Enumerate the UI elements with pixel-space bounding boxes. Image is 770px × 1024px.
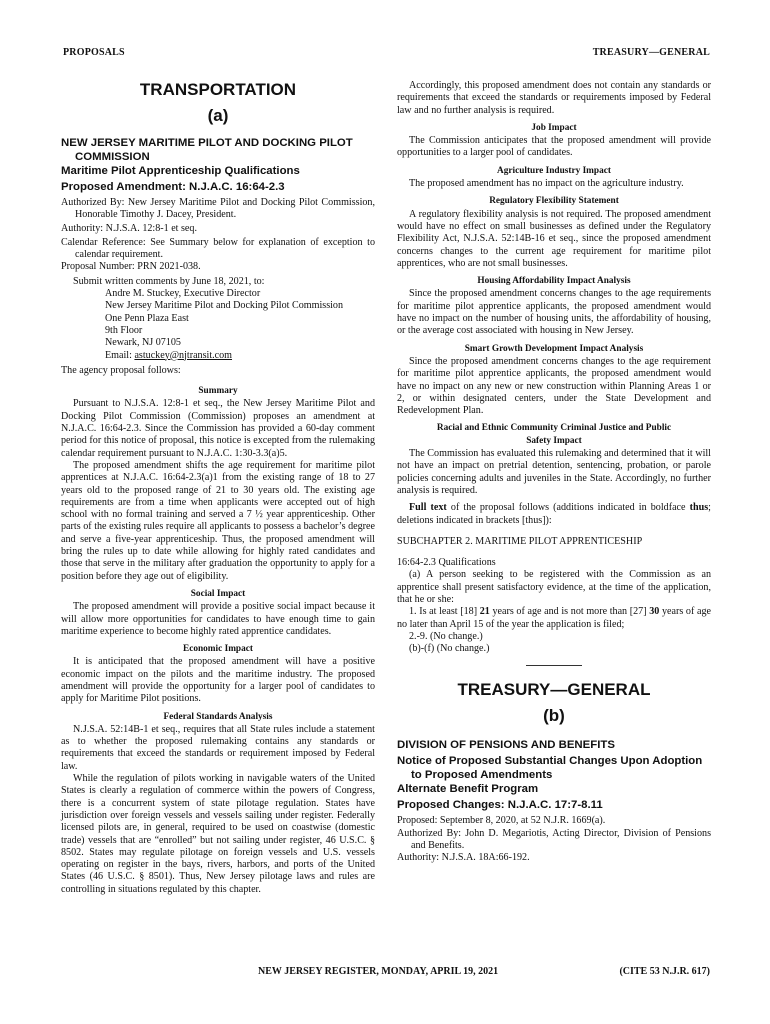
subchapter-heading: SUBCHAPTER 2. MARITIME PILOT APPRENTICESHIP: [397, 535, 643, 547]
note-text: of the proposal follows (additions indicated in boldface: [446, 502, 690, 514]
paragraph: While the regulation of pilots working in navigable waters of the United States is clearly a regulation of commerce within the powers of Congress, there is a concurrent system of state pilotage regulation. States have jurisdiction over foreign vessels and vessels sailing under register. Federally licensed pilots are, in general, required to be used on coastwise (domestic trade) vessels that are “enrolled” but not sailing under register, 46 U.S.C. § 8502. States may regulate pilotage on foreign vessels and U.S. vessels operating on register in the bays, rivers, harbors, and ports of the United States (46 U.S.C. § 8501). Thus, New Jersey pilotage laws and rules are controlling in situations regulated by this chapter.: [61, 773, 375, 895]
rule-text-part: years of age no later than April 15 of the year the application is filed;: [397, 606, 711, 630]
proposed-date: Proposed: September 8, 2020, at 52 N.J.R. 1669(a).: [397, 815, 606, 827]
calendar-reference: Calendar Reference: See Summary below for explanation of exception to calendar requirement.: [61, 236, 375, 261]
notice-title: Notice of Proposed Substantial Changes Upon Adoption to Proposed Amendments: [397, 755, 703, 782]
proposal-number: Proposal Number: PRN 2021-038.: [61, 261, 201, 273]
authorized-by: Authorized By: John D. Megariotis, Acting Director, Division of Pensions and Benefits.: [397, 827, 711, 852]
rule-text-part: years of age and is not more than [27]: [489, 606, 650, 618]
paragraph: Pursuant to N.J.S.A. 12:8-1 et seq., the New Jersey Maritime Pilot and Docking Pilot Commission (Commission) proposes an amendment at N.J.A.C. 16:64-2.3. Since the Commission has provided a 60-day comment period for this notice of proposal, this notice is excepted from the rulemaking calendar requirement pursuant to N.J.A.C. 1:30-3.3(a)5.: [61, 398, 375, 459]
section-heading: Summary: [198, 386, 238, 397]
paragraph: Since the proposed amendment concerns changes to the age requirement for maritime pilot apprentice applicants, the proposed amendment would have no impact on any new or new construction within Planning Areas 1 or 2, or within designated centers, under the State Development and Redevelopment Plan.: [397, 355, 711, 417]
addition: 21: [479, 606, 490, 618]
running-header-left: PROPOSALS: [63, 47, 125, 58]
paragraph: Since the proposed amendment concerns changes to the age requirements for maritime pilot apprentice applicants, the proposed amendment would have no impact on the number of housing units, the affordability of housing, or the average cost associated with housing in New Jersey.: [397, 288, 711, 337]
agency-title: TRANSPORTATION: [139, 80, 297, 99]
agency-title: TREASURY—GENERAL: [457, 680, 651, 700]
address-line: One Penn Plaza East: [105, 312, 189, 324]
submit-instructions: Submit written comments by June 18, 2021, to:: [73, 275, 265, 287]
paragraph: The Commission has evaluated this rulemaking and determined that it will not have an impact on pretrial detention, sentencing, probation, or parole policies concerning adults and juveniles in the State. Accordingly, no further analysis is required.: [397, 448, 711, 496]
proposal-citation: Proposed Changes: N.J.A.C. 17:7-8.11: [397, 799, 603, 812]
rule-text: (a) A person seeking to be registered with the Commission as an apprentice shall present satisfactory evidence, at the time of the application, that he or she:: [397, 569, 711, 605]
section-heading: Racial and Ethnic Community Criminal Justice and Public Safety Impact: [436, 423, 672, 446]
proposal-citation: Proposed Amendment: N.J.A.C. 16:64-2.3: [61, 181, 285, 193]
email-label: Email:: [105, 349, 135, 361]
section-heading: Social Impact: [190, 588, 246, 599]
rule-text-part: 1. Is at least [18]: [409, 606, 480, 618]
section-heading: Job Impact: [531, 122, 577, 133]
proposal-intro: The agency proposal follows:: [61, 364, 181, 376]
authority: Authority: N.J.S.A. 18A:66-192.: [397, 852, 530, 864]
rule-item: [397, 606, 711, 631]
footer-register: NEW JERSEY REGISTER, MONDAY, APRIL 19, 2021: [258, 966, 499, 977]
section-heading: Agriculture Industry Impact: [497, 165, 611, 176]
addition: 30: [649, 606, 660, 618]
full-text-note: [397, 502, 711, 527]
paragraph: A regulatory flexibility analysis is not required. The proposed amendment would have no effect on small businesses as defined under the Regulatory Flexibility Act, N.J.S.A. 52:14B-16 et seq., since the proposed amendment concerns changes to the current age requirement for maritime pilot apprentices, who are not small businesses.: [397, 208, 711, 269]
contact-address: [61, 288, 375, 362]
rule-title: Alternate Benefit Program: [397, 783, 539, 796]
note-text: ; deletions indicated in brackets [thus]):: [397, 502, 711, 526]
paragraph: The proposed amendment shifts the age requirement for maritime pilot apprentices at N.J.A.C. 16:64-2.3(a)1 from the existing range of 18 to 27 years old to the proposed range of 21 to 30 years old. The existing age requirements are from a time when applicants were accepted out of high school with no formal training and served a 7 ½ year apprenticeship. Other parts of the existing rules require all applicants to possess a bachelor’s degree and serve a five-year apprenticeship. Thus, the proposed amendment will bring the rules up to date while allowing for highly rated candidates and those that serve in the military after graduation the opportunity to apply for a position before they age out of eligibility.: [61, 459, 375, 582]
notice-letter: (a): [207, 106, 229, 125]
section-title: 16:64-2.3 Qualifications: [397, 557, 496, 569]
running-header-right: TREASURY—GENERAL: [592, 47, 710, 58]
divider: [526, 665, 582, 666]
rule-item: 2.-9. (No change.): [409, 630, 483, 642]
left-column: [61, 80, 375, 896]
paragraph: It is anticipated that the proposed amendment will have a positive economic impact on the pilots and the maritime industry. The proposed amendment will provide the opportunity for a larger pool of candidates to apply for Maritime Pilot positions.: [61, 656, 375, 705]
authorized-by: Authorized By: New Jersey Maritime Pilot and Docking Pilot Commission, Honorable Timothy J. Dacey, President.: [61, 197, 375, 221]
address-line: 9th Floor: [105, 324, 143, 336]
full-text-label: Full text: [409, 502, 447, 514]
paragraph: The Commission anticipates that the proposed amendment will provide opportunities to a larger pool of candidates.: [397, 135, 711, 159]
section-heading: Smart Growth Development Impact Analysis: [464, 343, 644, 354]
email-link[interactable]: astuckey@njtransit.com: [134, 349, 233, 361]
rule-item: (b)-(f) (No change.): [409, 643, 490, 655]
paragraph: The proposed amendment will provide a positive social impact because it will allow more opportunities for candidates to have enough time to gain maritime experience to become highly rated apprentice candidates.: [61, 601, 375, 637]
address-line: [105, 350, 375, 362]
paragraph: The proposed amendment has no impact on the agriculture industry.: [409, 178, 684, 190]
notice-letter: (b): [543, 706, 565, 726]
section-heading: Economic Impact: [183, 644, 253, 655]
footer-cite: (CITE 53 N.J.R. 617): [619, 966, 710, 977]
right-column: [397, 80, 711, 865]
address-line: Newark, NJ 07105: [105, 337, 181, 349]
authority: Authority: N.J.S.A. 12:8-1 et seq.: [61, 222, 197, 234]
notice-heading: DIVISION OF PENSIONS AND BENEFITS: [397, 739, 615, 752]
rule-title: Maritime Pilot Apprenticeship Qualifications: [61, 165, 300, 177]
notice-heading: NEW JERSEY MARITIME PILOT AND DOCKING PILOT COMMISSION: [61, 137, 353, 163]
section-heading: Housing Affordability Impact Analysis: [477, 276, 631, 287]
boldface-sample: thus: [689, 502, 709, 514]
paragraph: N.J.S.A. 52:14B-1 et seq., requires that all State rules include a statement as to whether the proposed rulemaking contains any standards or requirements that exceed the standards or requirement imposed by Federal law.: [61, 723, 375, 772]
section-heading: Federal Standards Analysis: [163, 711, 273, 722]
address-line: New Jersey Maritime Pilot and Docking Pilot Commission: [105, 300, 344, 312]
paragraph: Accordingly, this proposed amendment does not contain any standards or requirements that exceed the standards or requirements imposed by Federal law and no further analysis is required.: [397, 80, 711, 116]
address-line: Andre M. Stuckey, Executive Director: [105, 288, 261, 300]
section-heading: Regulatory Flexibility Statement: [489, 196, 619, 207]
